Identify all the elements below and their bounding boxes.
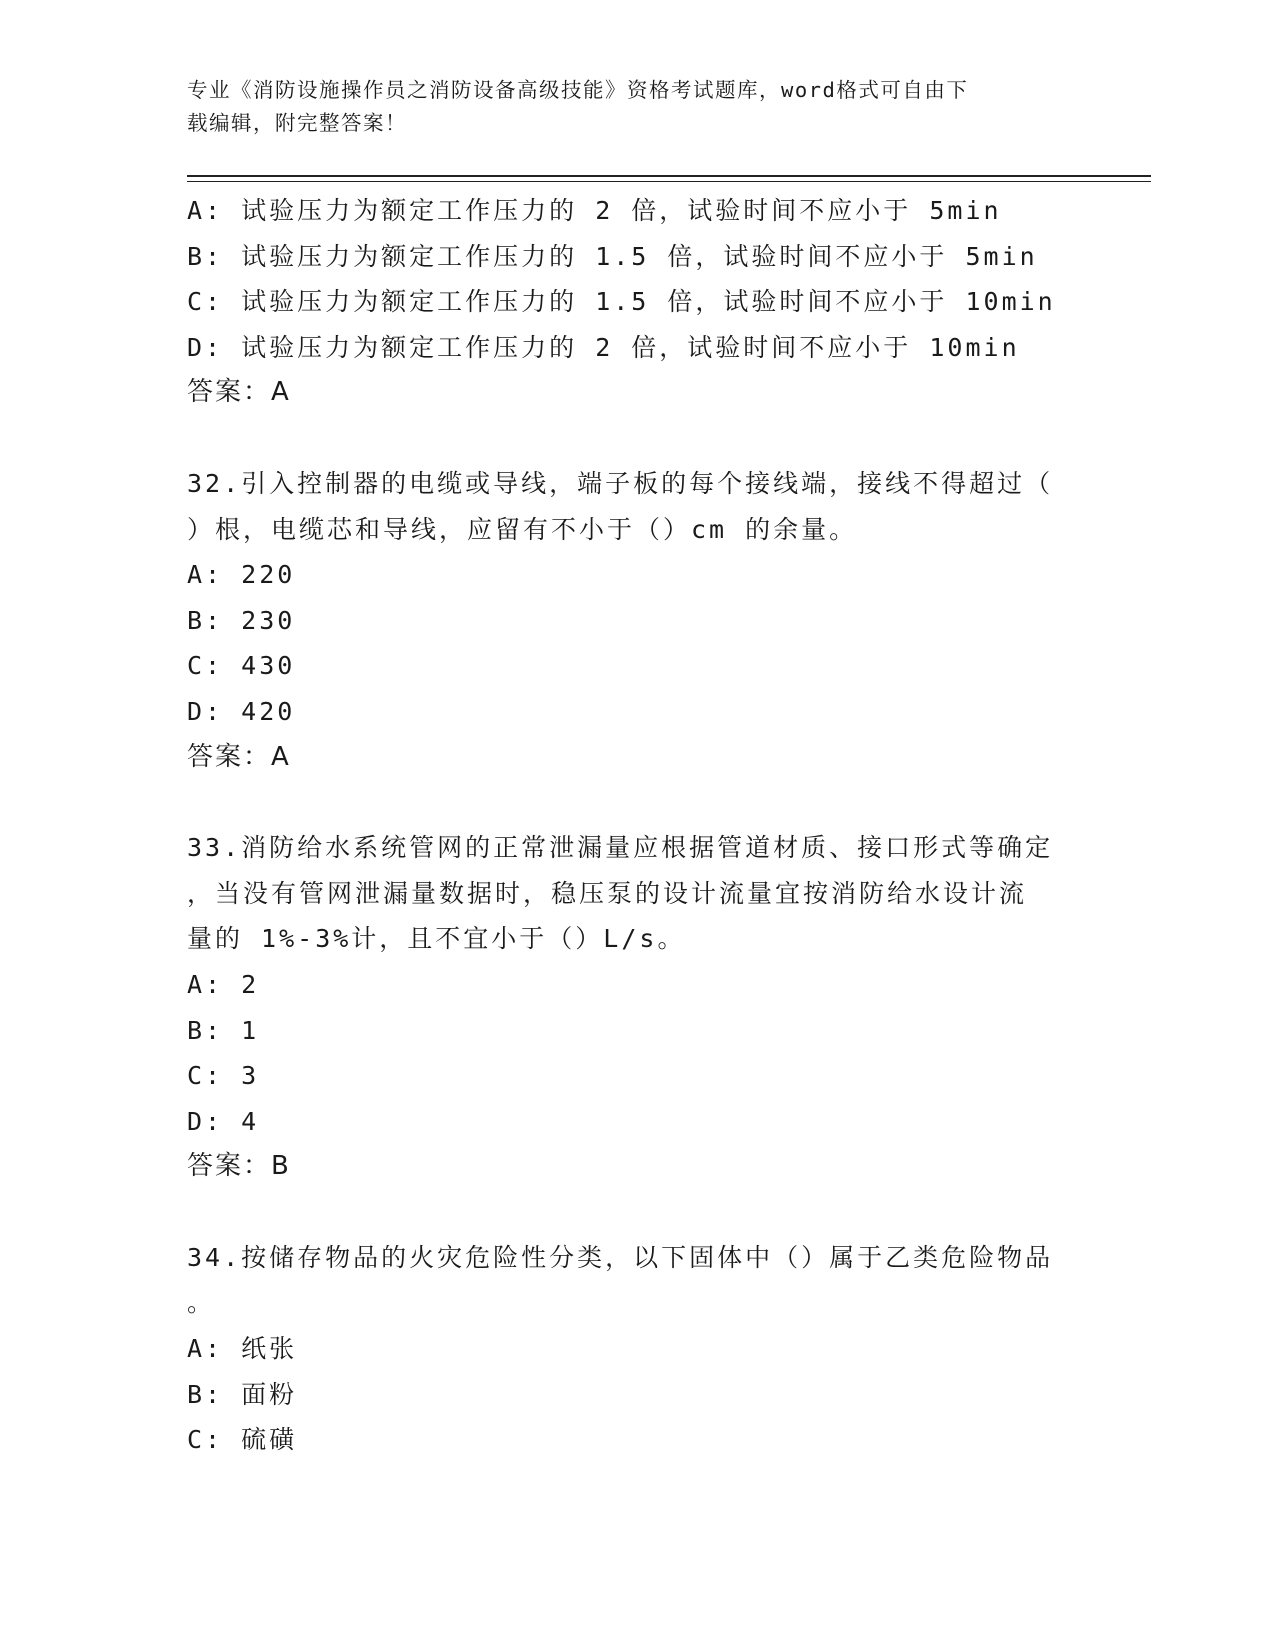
option-b: B: 1	[187, 1015, 260, 1045]
option-c: C: 3	[187, 1061, 260, 1091]
question-33	[187, 825, 1087, 1190]
option-d: D: 试验压力为额定工作压力的 2 倍，试验时间不应小于 10min	[187, 332, 1020, 362]
question-32	[187, 461, 1087, 780]
answer: 答案：B	[187, 1151, 291, 1182]
header-line-2: 载编辑，附完整答案！	[187, 111, 407, 135]
option-a: A: 纸张	[187, 1334, 298, 1364]
header-divider-thin	[187, 181, 1151, 182]
option-c: C: 430	[187, 651, 296, 681]
header-divider-thick	[187, 175, 1151, 177]
option-c: C: 试验压力为额定工作压力的 1.5 倍，试验时间不应小于 10min	[187, 287, 1056, 317]
option-b: B: 面粉	[187, 1379, 298, 1409]
question-stem-line: ，当没有管网泄漏量数据时，稳压泵的设计流量宜按消防给水设计流	[187, 878, 1028, 908]
option-b: B: 230	[187, 605, 296, 635]
option-d: D: 4	[187, 1106, 260, 1136]
question-stem-line: 。	[187, 1288, 216, 1318]
question-31	[187, 188, 1087, 416]
question-list	[187, 188, 1087, 1463]
question-stem-line: 量的 1%-3%计，且不宜小于（）L/s。	[187, 924, 686, 954]
question-stem-line: 32.引入控制器的电缆或导线，端子板的每个接线端，接线不得超过（	[187, 468, 1054, 498]
question-stem-line: 33.消防给水系统管网的正常泄漏量应根据管道材质、接口形式等确定	[187, 833, 1054, 863]
question-stem-line: 34.按储存物品的火灾危险性分类，以下固体中（）属于乙类危险物品	[187, 1242, 1054, 1272]
answer: 答案：A	[187, 741, 291, 772]
option-a: A: 2	[187, 969, 260, 999]
question-34	[187, 1235, 1087, 1463]
question-stem-line: ）根，电缆芯和导线，应留有不小于（）cm 的余量。	[187, 514, 858, 544]
option-b: B: 试验压力为额定工作压力的 1.5 倍，试验时间不应小于 5min	[187, 241, 1038, 271]
answer: 答案：A	[187, 377, 291, 408]
option-a: A: 试验压力为额定工作压力的 2 倍，试验时间不应小于 5min	[187, 196, 1002, 225]
option-d: D: 420	[187, 696, 296, 726]
header-line-1: 专业《消防设施操作员之消防设备高级技能》资格考试题库，word格式可自由下	[187, 78, 969, 102]
document-header	[187, 74, 1067, 140]
option-a: A: 220	[187, 560, 296, 590]
option-c: C: 硫磺	[187, 1425, 298, 1455]
